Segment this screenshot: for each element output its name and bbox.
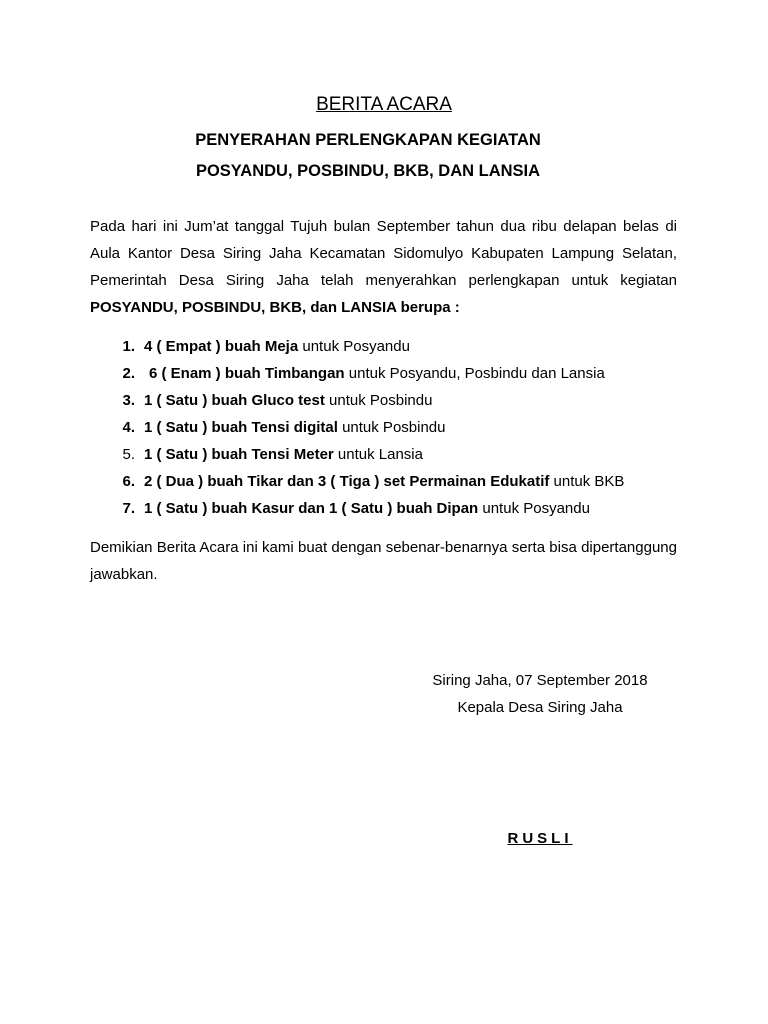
list-item-rest: untuk BKB — [549, 473, 625, 490]
list-item-bold: 4 ( Empat ) buah Meja — [144, 338, 299, 355]
document-subtitle-line1: PENYERAHAN PERLENGKAPAN KEGIATAN — [195, 131, 541, 149]
signature-name: RUSLI — [507, 830, 573, 847]
list-item-number: 5. — [122, 446, 135, 463]
list-item — [90, 441, 690, 468]
list-item — [90, 414, 690, 441]
document-subtitle-line2: POSYANDU, POSBINDU, BKB, DAN LANSIA — [195, 162, 541, 180]
list-item-number: 7. — [122, 500, 135, 517]
list-item-rest: untuk Posyandu, Posbindu dan Lansia — [344, 365, 605, 382]
closing-paragraph: Demikian Berita Acara ini kami buat dengan sebenar-benarnya serta bisa dipertanggung jawabkan. — [90, 539, 677, 583]
signature-role: Kepala Desa Siring Jaha — [457, 699, 623, 716]
list-item-number: 6. — [122, 473, 135, 490]
list-item-rest: untuk Posbindu — [337, 419, 446, 436]
list-item-rest: untuk Posbindu — [324, 392, 433, 409]
intro-paragraph — [90, 213, 677, 321]
list-item-bold: 2 ( Dua ) buah Tikar dan 3 ( Tiga ) set Permainan Edukatif — [144, 473, 550, 490]
list-item-bold: 6 ( Enam ) buah Timbangan — [149, 365, 345, 382]
list-item — [90, 468, 690, 495]
list-item-number: 3. — [122, 392, 135, 409]
list-item-bold: 1 ( Satu ) buah Kasur dan 1 ( Satu ) buah Dipan — [144, 500, 479, 517]
list-item-bold: 1 ( Satu ) buah Tensi Meter — [144, 446, 334, 463]
list-item — [90, 495, 690, 522]
intro-text: Pada hari ini Jum’at tanggal Tujuh bulan September tahun dua ribu delapan belas di Aula Kantor Desa Siring Jaha Kecamatan Sidomulyo Kabupaten Lampung Selatan, Pemerintah Desa Siring Jaha telah menyerahkan perlengkapan untuk kegiatan — [90, 218, 677, 289]
signature-place-date: Siring Jaha, 07 September 2018 — [432, 672, 648, 689]
list-item-number: 2. — [122, 365, 135, 382]
equipment-list — [90, 333, 690, 522]
list-item-rest: untuk Lansia — [333, 446, 423, 463]
list-item-number: 1. — [122, 338, 135, 355]
list-item-rest: untuk Posyandu — [478, 500, 590, 517]
list-item-bold: 1 ( Satu ) buah Gluco test — [144, 392, 325, 409]
list-item — [90, 333, 690, 360]
list-item-rest: untuk Posyandu — [298, 338, 410, 355]
list-item — [90, 360, 690, 387]
document-title: BERITA ACARA — [316, 94, 452, 115]
list-item-number: 4. — [122, 419, 135, 436]
list-item — [90, 387, 690, 414]
intro-bold-text: POSYANDU, POSBINDU, BKB, dan LANSIA berupa : — [90, 299, 460, 316]
list-item-bold: 1 ( Satu ) buah Tensi digital — [144, 419, 338, 436]
